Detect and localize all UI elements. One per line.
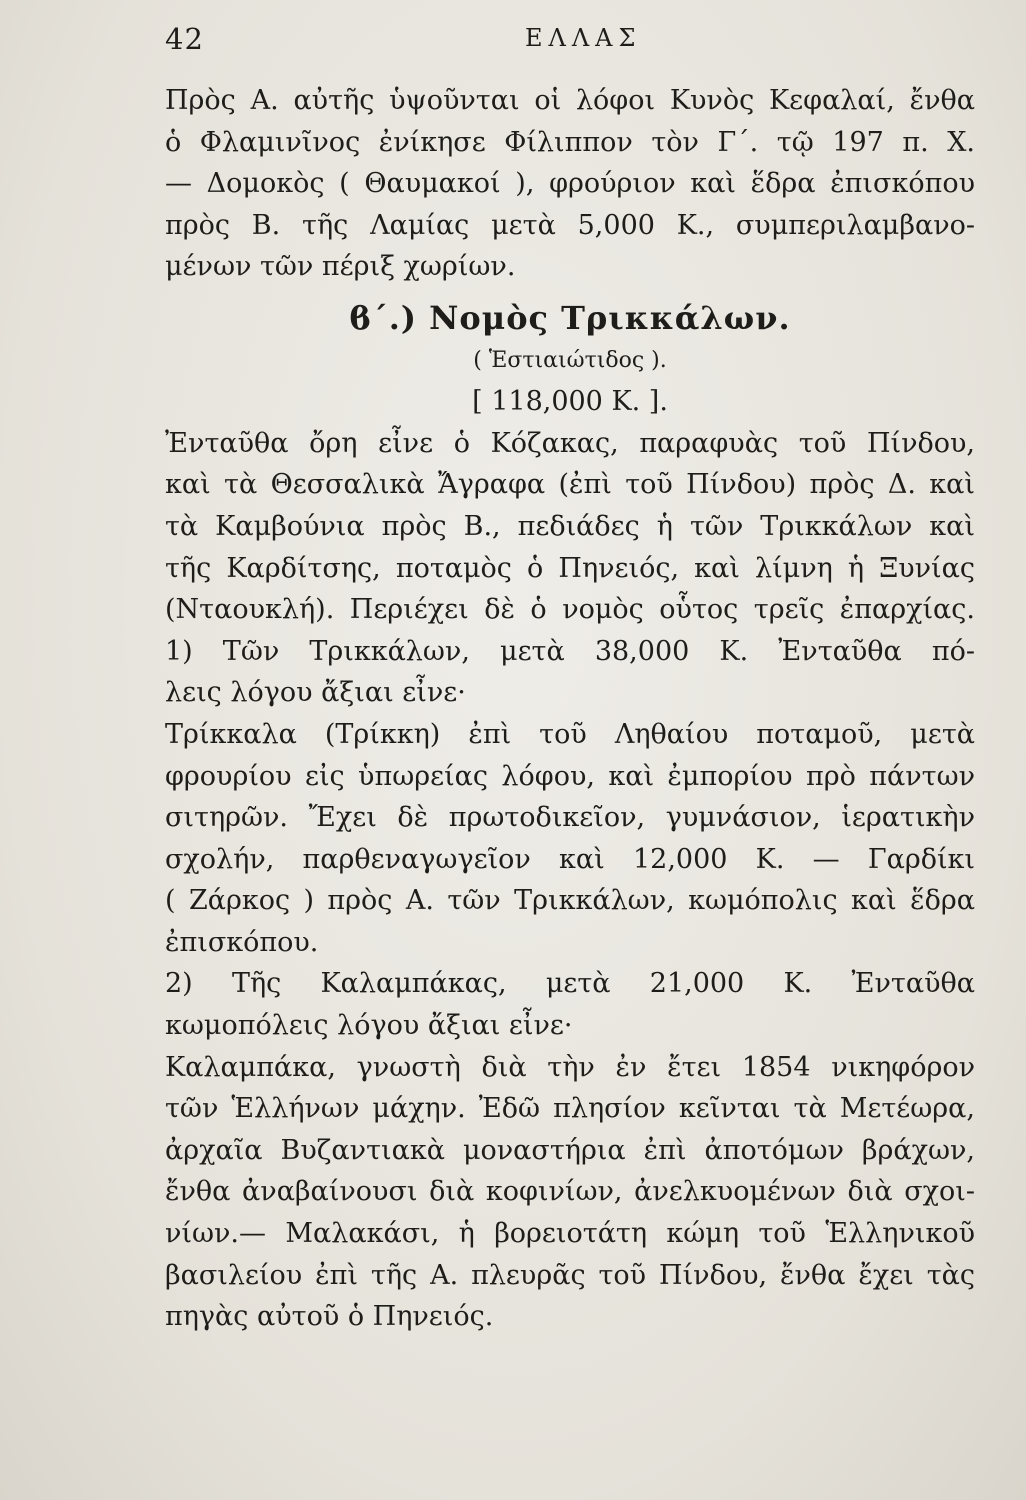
- text-line: (Νταουκλή). Περιέχει δὲ ὁ νομὸς οὗτος τρεῖς ἐπαρχίας.: [165, 594, 975, 626]
- page-number: 42: [165, 22, 204, 56]
- section-population: [ 118,000 Κ. ].: [472, 386, 668, 418]
- text-line: τῶν Ἑλλήνων μάχην. Ἐδῶ πλησίον κεῖνται τὰ Μετέωρα,: [165, 1093, 975, 1125]
- body-text: [165, 80, 975, 1338]
- text-line: τῆς Καρδίτσης, ποταμὸς ὁ Πηνειός, καὶ λίμνη ἡ Ξυνίας: [165, 552, 975, 584]
- text-line: ἀρχαῖα Βυζαντιακὰ μοναστήρια ἐπὶ ἀποτόμων βράχων,: [165, 1134, 975, 1166]
- section-heading: ϐ΄.) Νομὸς Τρικκάλων.: [349, 298, 791, 337]
- text-line: καὶ τὰ Θεσσαλικὰ Ἄγραφα (ἐπὶ τοῦ Πίνδου) πρὸς Δ. καὶ: [165, 469, 975, 501]
- text-line: ( Ζάρκος ) πρὸς Α. τῶν Τρικκάλων, κωμόπολις καὶ ἕδρα: [165, 885, 975, 917]
- text-line: φρουρίου εἰς ὑπωρείας λόφου, καὶ ἐμπορίου πρὸ πάντων: [165, 760, 975, 792]
- page-header: [165, 22, 975, 62]
- text-line: σιτηρῶν. Ἔχει δὲ πρωτοδικεῖον, γυμνάσιον, ἱερατικὴν: [165, 802, 975, 834]
- text-line: ἔνθα ἀναβαίνουσι διὰ κοφινίων, ἀνελκυομένων διὰ σχοι-: [165, 1176, 975, 1208]
- text-line: ἐπισκόπου.: [165, 926, 319, 958]
- text-line: σχολήν, παρθεναγωγεῖον καὶ 12,000 Κ. — Γαρδίκι: [165, 843, 975, 875]
- text-line: Πρὸς Α. αὐτῆς ὑψοῦνται οἱ λόφοι Κυνὸς Κεφαλαί, ἔνθα: [165, 85, 975, 116]
- text-line: Καλαμπάκα, γνωστὴ διὰ τὴν ἐν ἔτει 1854 νικηφόρον: [165, 1051, 975, 1083]
- text-line: — Δομοκὸς ( Θαυμακοί ), φρούριον καὶ ἕδρα ἐπισκόπου: [165, 168, 975, 200]
- text-line: Ἐνταῦθα ὄρη εἶνε ὁ Κόζακας, παραφυὰς τοῦ Πίνδου,: [165, 427, 975, 459]
- text-line: πρὸς Β. τῆς Λαμίας μετὰ 5,000 Κ., συμπεριλαμβανο-: [165, 209, 975, 241]
- text-line: λεις λόγου ἄξιαι εἶνε·: [165, 677, 466, 709]
- text-line: μένων τῶν πέριξ χωρίων.: [165, 251, 516, 283]
- text-line: νίων.— Μαλακάσι, ἡ βορειοτάτη κώμη τοῦ Ἑλληνικοῦ: [165, 1218, 975, 1250]
- text-line: 2) Τῆς Καλαμπάκας, μετὰ 21,000 Κ. Ἐνταῦθα: [165, 968, 975, 1000]
- text-line: τὰ Καμβούνια πρὸς Β., πεδιάδες ἡ τῶν Τρικκάλων καὶ: [165, 510, 975, 542]
- text-line: ὁ Φλαμινῖνος ἐνίκησε Φίλιππον τὸν Γ΄. τῷ 197 π. Χ.: [165, 126, 975, 158]
- text-line: πηγὰς αὐτοῦ ὁ Πηνειός.: [165, 1301, 494, 1333]
- text-line: 1) Τῶν Τρικκάλων, μετὰ 38,000 Κ. Ἐνταῦθα πό-: [165, 635, 975, 667]
- text-line: Τρίκκαλα (Τρίκκη) ἐπὶ τοῦ Ληθαίου ποταμοῦ, μετὰ: [165, 718, 975, 750]
- text-line: βασιλείου ἐπὶ τῆς Α. πλευρᾶς τοῦ Πίνδου, ἔνθα ἔχει τὰς: [165, 1259, 975, 1291]
- text-line: κωμοπόλεις λόγου ἄξιαι εἶνε·: [165, 1010, 573, 1042]
- section-subtitle: ( Ἑστιαιώτιδος ).: [473, 347, 667, 373]
- running-title: ΕΛΛΑΣ: [525, 24, 642, 52]
